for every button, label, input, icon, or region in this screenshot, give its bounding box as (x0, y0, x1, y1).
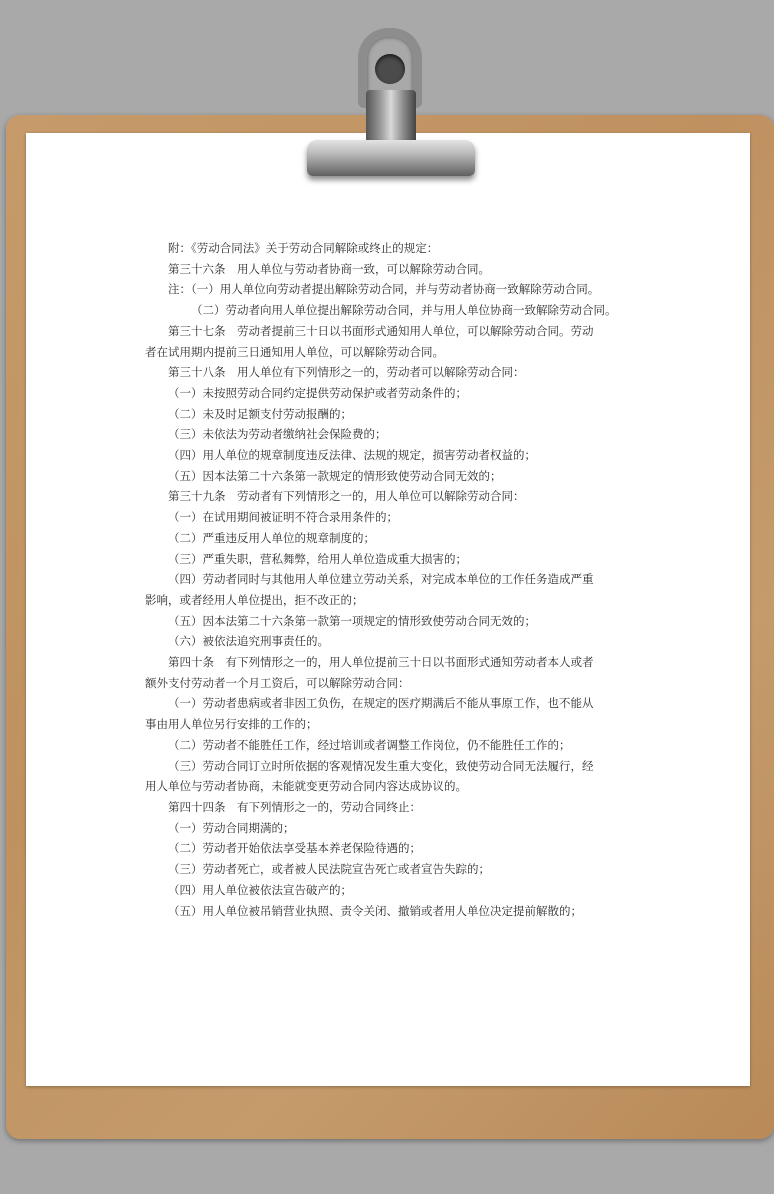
doc-line: （四）用人单位被依法宣告破产的； (168, 882, 352, 897)
clip-plate (307, 140, 475, 176)
doc-line: 第四十四条 有下列情形之一的，劳动合同终止： (168, 799, 421, 814)
doc-line: （四）用人单位的规章制度违反法律、法规的规定，损害劳动者权益的； (168, 448, 536, 463)
clip-hole (375, 54, 405, 84)
doc-line: 用人单位与劳动者协商，未能就变更劳动合同内容达成协议的。 (145, 779, 467, 794)
doc-line: （三）未依法为劳动者缴纳社会保险费的； (168, 427, 387, 442)
doc-line: （二）劳动者向用人单位提出解除劳动合同，并与用人单位协商一致解除劳动合同。 (191, 303, 617, 318)
doc-line: （三）劳动合同订立时所依据的客观情况发生重大变化，致使劳动合同无法履行，经 (168, 758, 594, 773)
doc-line: （二）劳动者不能胜任工作，经过培训或者调整工作岗位，仍不能胜任工作的； (168, 737, 571, 752)
doc-line: 第四十条 有下列情形之一的，用人单位提前三十日以书面形式通知劳动者本人或者 (168, 655, 594, 670)
doc-line: （一）劳动者患病或者非因工负伤，在规定的医疗期满后不能从事原工作，也不能从 (168, 696, 594, 711)
doc-heading: 附：《劳动合同法》关于劳动合同解除或终止的规定： (168, 241, 439, 255)
doc-line: 第三十九条 劳动者有下列情形之一的，用人单位可以解除劳动合同： (168, 489, 525, 504)
doc-line: （二）劳动者开始依法享受基本养老保险待遇的； (168, 841, 421, 856)
doc-line: 第三十六条 用人单位与劳动者协商一致，可以解除劳动合同。 (168, 261, 490, 276)
doc-line: 第三十七条 劳动者提前三十日以书面形式通知用人单位，可以解除劳动合同。劳动 (168, 323, 594, 338)
doc-line: （一）未按照劳动合同约定提供劳动保护或者劳动条件的； (168, 385, 467, 400)
doc-line: （二）严重违反用人单位的规章制度的； (168, 530, 375, 545)
doc-line: （四）劳动者同时与其他用人单位建立劳动关系，对完成本单位的工作任务造成严重 (168, 572, 594, 587)
doc-line: 影响，或者经用人单位提出，拒不改正的； (145, 592, 364, 607)
doc-line: （六）被依法追究刑事责任的。 (168, 634, 329, 649)
doc-line: （二）未及时足额支付劳动报酬的； (168, 406, 352, 421)
document-text (145, 238, 635, 921)
doc-line: （一）在试用期间被证明不符合录用条件的； (168, 510, 398, 525)
clip-body (366, 90, 416, 146)
doc-line: 者在试用期内提前三日通知用人单位，可以解除劳动合同。 (145, 344, 444, 359)
doc-line: （五）因本法第二十六条第一款规定的情形致使劳动合同无效的； (168, 468, 502, 483)
doc-line: 额外支付劳动者一个月工资后，可以解除劳动合同： (145, 675, 410, 690)
doc-line: （五）用人单位被吊销营业执照、责令关闭、撤销或者用人单位决定提前解散的； (168, 903, 582, 918)
doc-line: （三）劳动者死亡，或者被人民法院宣告死亡或者宣告失踪的； (168, 862, 490, 877)
doc-line: （一）劳动合同期满的； (168, 820, 295, 835)
doc-line: （五）因本法第二十六条第一款第一项规定的情形致使劳动合同无效的； (168, 613, 536, 628)
doc-line: （三）严重失职，营私舞弊，给用人单位造成重大损害的； (168, 551, 467, 566)
doc-line: 事由用人单位另行安排的工作的； (145, 717, 318, 732)
doc-line: 注：（一）用人单位向劳动者提出解除劳动合同，并与劳动者协商一致解除劳动合同。 (168, 282, 600, 297)
doc-line: 第三十八条 用人单位有下列情形之一的，劳动者可以解除劳动合同： (168, 365, 525, 380)
